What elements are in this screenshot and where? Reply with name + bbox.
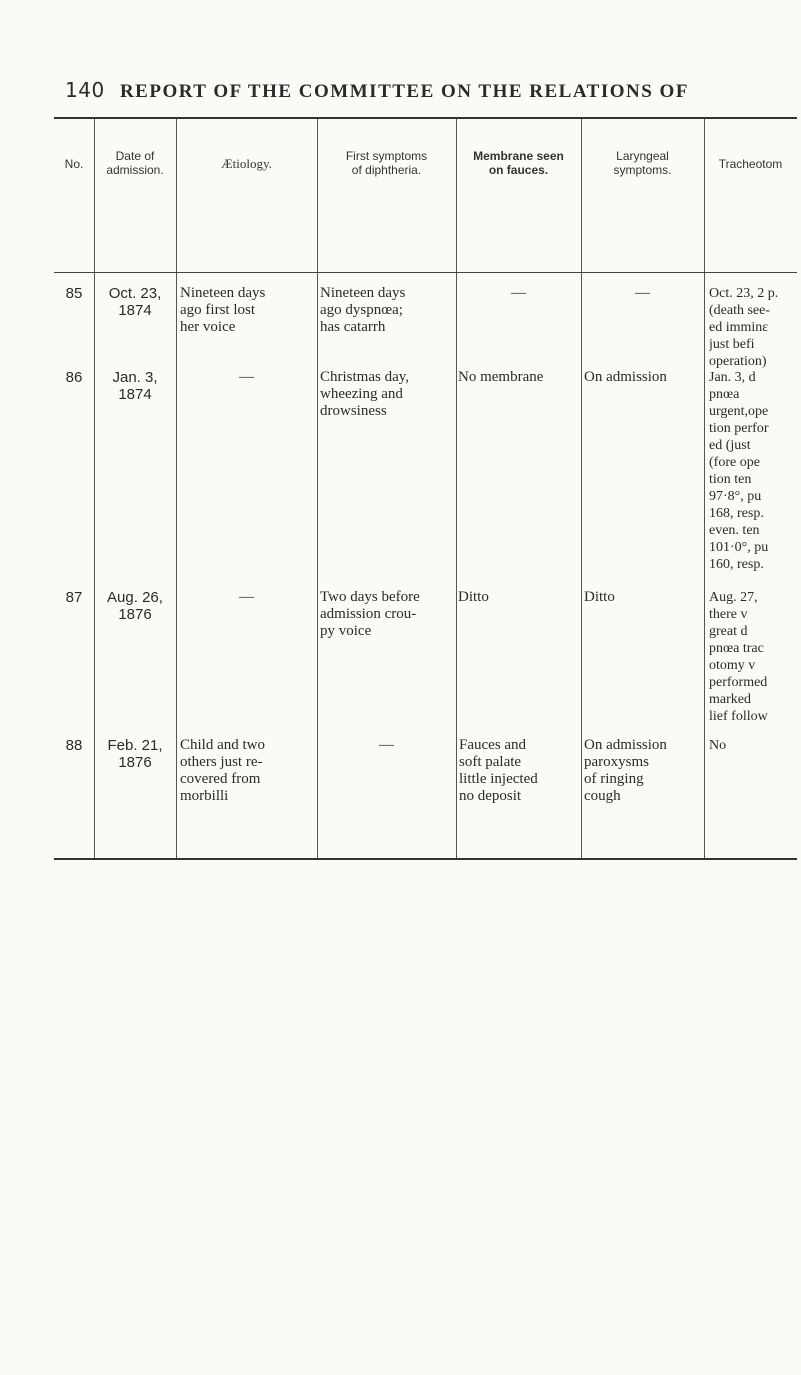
running-title: REPORT OF THE COMMITTEE ON THE RELATIONS OF	[119, 81, 689, 102]
row-87-laryngeal: Ditto	[584, 589, 615, 605]
column-rule	[704, 119, 705, 858]
row-87-tracheotomy: Aug. 27, there v great d pnœa trac otomy v performed marked lief follow	[709, 590, 768, 724]
row-85-first-symptoms: Nineteen days ago dyspnœa; has catarrh	[320, 285, 406, 335]
row-88-laryngeal: On admission paroxysms of ringing cough	[584, 737, 667, 804]
row-86-first-symptoms: Christmas day, wheezing and drowsiness	[320, 369, 410, 419]
row-87-no: 87	[65, 589, 83, 606]
row-85-tracheotomy: Oct. 23, 2 p. (death see- ed imminɛ just befi operation)	[709, 286, 779, 369]
row-85-aetiology: Nineteen days ago first lost her voice	[180, 285, 266, 335]
column-rule	[456, 119, 457, 858]
header-first-symptoms: First symptoms of diphtheria.	[345, 149, 428, 177]
row-86-date: Jan. 3, 1874	[112, 369, 158, 403]
row-88-no: 88	[65, 737, 83, 754]
row-88-aetiology: Child and two others just re- covered from morbilli	[180, 737, 265, 804]
row-87-first-symptoms: Two days before admission crou- py voice	[320, 589, 420, 639]
header-rule	[54, 272, 797, 273]
column-rule	[176, 119, 177, 858]
row-85-laryngeal: —	[635, 285, 650, 301]
row-87-membrane: Ditto	[458, 589, 489, 605]
row-86-membrane: No membrane	[458, 369, 544, 385]
row-88-first-symptoms: —	[379, 737, 394, 753]
page-number: 140	[65, 78, 105, 102]
page-header	[65, 78, 689, 103]
row-86-aetiology: —	[239, 369, 254, 385]
header-tracheotomy: Tracheotom	[718, 157, 783, 171]
row-86-no: 86	[65, 369, 83, 386]
row-86-laryngeal: On admission	[584, 369, 667, 385]
header-no: No.	[64, 157, 84, 171]
row-86-tracheotomy: Jan. 3, d pnœa urgent,ope tion perfor ed (just (fore ope tion ten 97·8°, pu 168, resp. even. ten 101·0°, pu 160, resp.	[709, 370, 769, 572]
row-85-membrane: —	[511, 285, 526, 301]
header-laryngeal: Laryngeal symptoms.	[613, 149, 672, 177]
header-aetiology: Ætiology.	[221, 156, 272, 171]
row-87-aetiology: —	[239, 589, 254, 605]
row-88-date: Feb. 21, 1876	[107, 737, 163, 771]
row-85-no: 85	[65, 285, 83, 302]
header-membrane: Membrane seen on fauces.	[473, 149, 564, 177]
column-rule	[581, 119, 582, 858]
row-85-date: Oct. 23, 1874	[108, 285, 162, 319]
header-date: Date of admission.	[106, 149, 164, 177]
row-87-date: Aug. 26, 1876	[107, 589, 163, 623]
row-88-tracheotomy: No	[709, 738, 727, 753]
case-table	[54, 117, 797, 860]
row-88-membrane: Fauces and soft palate little injected no deposit	[459, 737, 538, 804]
